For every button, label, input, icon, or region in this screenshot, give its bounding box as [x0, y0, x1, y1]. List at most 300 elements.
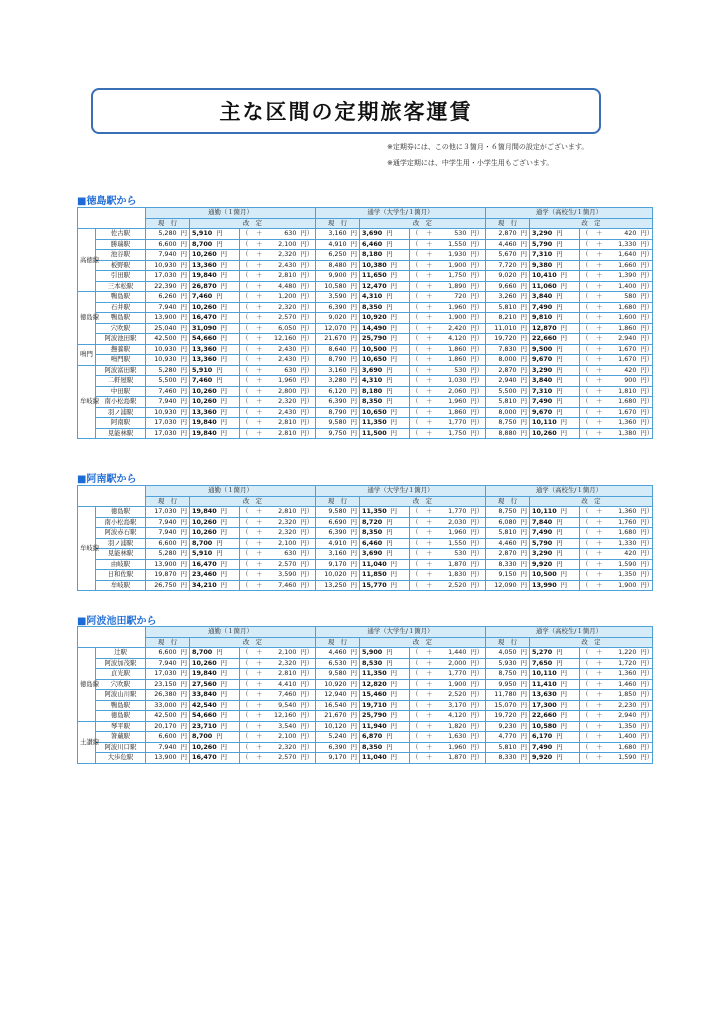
revised-fare-value: 13,630 — [532, 690, 557, 699]
current-fare — [486, 528, 530, 539]
yen-unit: 円 — [390, 721, 398, 730]
header-current: 現 行 — [146, 637, 190, 648]
fare-increase-value: 1,030 — [448, 376, 467, 385]
close-yen: 円） — [470, 260, 484, 269]
revised-fare-value: 11,350 — [362, 418, 387, 427]
header-highschool: 通学（高校生/１箇月） — [486, 208, 653, 219]
open-paren: （ — [412, 679, 419, 688]
yen-unit: 円 — [350, 313, 357, 322]
plus-sign: ＋ — [256, 302, 263, 311]
yen-unit: 円 — [556, 344, 563, 353]
current-fare-value: 9,170 — [328, 753, 347, 762]
revised-fare — [530, 648, 580, 659]
current-fare-value: 8,640 — [328, 344, 347, 353]
fare-table — [77, 485, 653, 591]
table-row — [78, 313, 653, 324]
yen-unit: 円 — [560, 507, 568, 516]
revised-fare-value: 6,460 — [362, 538, 383, 547]
fare-increase — [240, 397, 316, 408]
close-yen: 円） — [300, 711, 314, 720]
fare-increase — [240, 239, 316, 250]
fare-increase — [240, 250, 316, 261]
open-paren: （ — [582, 538, 589, 547]
table-row — [78, 334, 653, 345]
fare-increase — [580, 732, 653, 743]
fare-increase — [410, 407, 486, 418]
fare-table — [77, 207, 653, 439]
current-fare-value: 3,590 — [328, 292, 347, 301]
current-fare-value: 19,720 — [494, 711, 517, 720]
open-paren: （ — [582, 507, 589, 516]
yen-unit: 円 — [390, 355, 398, 364]
current-fare — [316, 570, 360, 581]
plus-sign: ＋ — [596, 538, 603, 547]
open-paren: （ — [412, 753, 419, 762]
plus-sign: ＋ — [426, 334, 433, 343]
fare-increase — [240, 517, 316, 528]
fare-increase — [580, 580, 653, 591]
fare-increase — [410, 281, 486, 292]
fare-increase — [240, 559, 316, 570]
fare-increase-value: 1,860 — [448, 355, 467, 364]
fare-increase — [580, 313, 653, 324]
yen-unit: 円 — [386, 397, 393, 406]
yen-unit: 円 — [556, 302, 563, 311]
yen-unit: 円 — [520, 407, 527, 416]
close-yen: 円） — [640, 418, 654, 427]
revised-fare-value: 10,650 — [362, 407, 387, 416]
header-revised: 改 定 — [190, 496, 316, 507]
fare-increase — [240, 721, 316, 732]
plus-sign: ＋ — [426, 517, 433, 526]
fare-increase — [410, 658, 486, 669]
current-fare — [146, 742, 190, 753]
current-fare-value: 4,910 — [328, 538, 347, 547]
current-fare-value: 19,870 — [154, 570, 177, 579]
header-blank — [78, 486, 146, 507]
open-paren: （ — [412, 344, 419, 353]
open-paren: （ — [412, 549, 419, 558]
current-fare-value: 19,720 — [494, 334, 517, 343]
yen-unit: 円 — [180, 549, 187, 558]
yen-unit: 円 — [520, 334, 527, 343]
revised-fare — [530, 229, 580, 240]
close-yen: 円） — [470, 418, 484, 427]
current-fare-value: 5,810 — [498, 302, 517, 311]
yen-unit: 円 — [350, 292, 357, 301]
fare-increase — [410, 700, 486, 711]
revised-fare-value: 5,910 — [192, 229, 213, 238]
open-paren: （ — [412, 721, 419, 730]
plus-sign: ＋ — [426, 250, 433, 259]
yen-unit: 円 — [180, 365, 187, 374]
open-paren: （ — [242, 239, 249, 248]
fare-increase-value: 2,940 — [618, 334, 637, 343]
current-fare-value: 13,900 — [154, 313, 177, 322]
plus-sign: ＋ — [256, 732, 263, 741]
current-fare — [486, 549, 530, 560]
table-row — [78, 386, 653, 397]
plus-sign: ＋ — [426, 700, 433, 709]
open-paren: （ — [582, 229, 589, 238]
open-paren: （ — [242, 271, 249, 280]
yen-unit: 円 — [386, 365, 393, 374]
fare-increase-value: 1,860 — [448, 344, 467, 353]
revised-fare-value: 16,470 — [192, 313, 217, 322]
close-yen: 円） — [300, 281, 314, 290]
yen-unit: 円 — [556, 397, 563, 406]
station-name: 阿波赤石駅 — [96, 528, 146, 539]
current-fare — [486, 721, 530, 732]
revised-fare — [530, 428, 580, 439]
plus-sign: ＋ — [426, 323, 433, 332]
current-fare — [316, 239, 360, 250]
current-fare-value: 15,070 — [494, 700, 517, 709]
yen-unit: 円 — [556, 753, 563, 762]
yen-unit: 円 — [180, 690, 187, 699]
yen-unit: 円 — [220, 580, 228, 589]
close-yen: 円） — [300, 721, 314, 730]
header-row — [78, 218, 653, 229]
yen-unit: 円 — [386, 292, 393, 301]
fare-increase-value: 530 — [454, 229, 467, 238]
open-paren: （ — [412, 250, 419, 259]
current-fare — [316, 344, 360, 355]
yen-unit: 円 — [560, 700, 568, 709]
revised-fare-value: 26,870 — [192, 281, 217, 290]
revised-fare — [360, 365, 410, 376]
line-name: 徳島線 — [78, 292, 96, 345]
current-fare-value: 17,030 — [154, 271, 177, 280]
close-yen: 円） — [300, 538, 314, 547]
fare-increase-value: 4,120 — [448, 334, 467, 343]
revised-fare — [190, 648, 240, 659]
yen-unit: 円 — [386, 732, 393, 741]
yen-unit: 円 — [216, 732, 223, 741]
fare-increase-value: 1,770 — [448, 507, 467, 516]
plus-sign: ＋ — [596, 669, 603, 678]
yen-unit: 円 — [386, 538, 393, 547]
open-paren: （ — [582, 658, 589, 667]
yen-unit: 円 — [520, 669, 527, 678]
close-yen: 円） — [640, 323, 654, 332]
yen-unit: 円 — [220, 517, 228, 526]
current-fare — [146, 334, 190, 345]
fare-increase-value: 1,680 — [618, 528, 637, 537]
open-paren: （ — [242, 418, 249, 427]
yen-unit: 円 — [180, 229, 187, 238]
fare-increase-value: 1,720 — [618, 658, 637, 667]
revised-fare-value: 11,410 — [532, 679, 557, 688]
fare-increase-value: 1,360 — [618, 507, 637, 516]
yen-unit: 円 — [560, 271, 568, 280]
fare-increase-value: 2,000 — [448, 658, 467, 667]
yen-unit: 円 — [220, 334, 228, 343]
fare-increase — [580, 292, 653, 303]
fare-increase — [580, 648, 653, 659]
yen-unit: 円 — [220, 690, 228, 699]
current-fare-value: 5,240 — [328, 732, 347, 741]
plus-sign: ＋ — [256, 334, 263, 343]
yen-unit: 円 — [520, 742, 527, 751]
fare-increase-value: 1,770 — [448, 418, 467, 427]
yen-unit: 円 — [520, 323, 527, 332]
revised-fare — [530, 658, 580, 669]
current-fare-value: 4,460 — [328, 648, 347, 657]
fare-increase-value: 1,350 — [618, 570, 637, 579]
fare-increase-value: 530 — [454, 549, 467, 558]
yen-unit: 円 — [180, 538, 187, 547]
open-paren: （ — [242, 323, 249, 332]
revised-fare — [190, 700, 240, 711]
yen-unit: 円 — [520, 690, 527, 699]
open-paren: （ — [582, 570, 589, 579]
close-yen: 円） — [470, 690, 484, 699]
close-yen: 円） — [300, 302, 314, 311]
close-yen: 円） — [640, 732, 654, 741]
header-current: 現 行 — [486, 218, 530, 229]
fare-increase — [240, 507, 316, 518]
fare-increase — [410, 517, 486, 528]
table-row — [78, 742, 653, 753]
close-yen: 円） — [300, 292, 314, 301]
fare-increase — [580, 418, 653, 429]
table-row — [78, 648, 653, 659]
revised-fare — [530, 407, 580, 418]
table-row — [78, 517, 653, 528]
open-paren: （ — [242, 538, 249, 547]
fare-increase — [410, 690, 486, 701]
yen-unit: 円 — [386, 517, 393, 526]
revised-fare-value: 16,470 — [192, 753, 217, 762]
revised-fare — [530, 679, 580, 690]
current-fare — [316, 559, 360, 570]
current-fare — [316, 538, 360, 549]
open-paren: （ — [582, 239, 589, 248]
yen-unit: 円 — [180, 386, 187, 395]
open-paren: （ — [412, 732, 419, 741]
current-fare — [486, 302, 530, 313]
open-paren: （ — [582, 271, 589, 280]
current-fare — [316, 397, 360, 408]
current-fare-value: 5,810 — [498, 742, 517, 751]
open-paren: （ — [582, 344, 589, 353]
open-paren: （ — [412, 528, 419, 537]
fare-increase-value: 630 — [284, 365, 297, 374]
fare-increase — [240, 658, 316, 669]
current-fare — [146, 229, 190, 240]
current-fare-value: 3,160 — [328, 229, 347, 238]
revised-fare-value: 9,810 — [532, 313, 553, 322]
header-university: 通学（大学生/１箇月） — [316, 208, 486, 219]
current-fare-value: 6,600 — [158, 538, 177, 547]
fare-increase — [240, 313, 316, 324]
fare-increase-value: 630 — [284, 229, 297, 238]
revised-fare-value: 12,470 — [362, 281, 387, 290]
current-fare-value: 2,870 — [498, 549, 517, 558]
station-name: 阿波山川駅 — [96, 690, 146, 701]
table-row — [78, 559, 653, 570]
current-fare-value: 6,600 — [158, 732, 177, 741]
plus-sign: ＋ — [426, 407, 433, 416]
close-yen: 円） — [300, 517, 314, 526]
fare-increase-value: 1,330 — [618, 239, 637, 248]
plus-sign: ＋ — [256, 365, 263, 374]
fare-increase-value: 2,100 — [278, 732, 297, 741]
fare-increase-value: 7,460 — [278, 690, 297, 699]
open-paren: （ — [412, 669, 419, 678]
station-name: 鴨島駅 — [96, 292, 146, 303]
revised-fare-value: 14,490 — [362, 323, 387, 332]
revised-fare — [360, 428, 410, 439]
revised-fare — [190, 507, 240, 518]
station-name: 箸蔵駅 — [96, 732, 146, 743]
open-paren: （ — [412, 355, 419, 364]
close-yen: 円） — [640, 281, 654, 290]
open-paren: （ — [242, 570, 249, 579]
revised-fare — [360, 690, 410, 701]
open-paren: （ — [412, 271, 419, 280]
fare-increase-value: 4,480 — [278, 281, 297, 290]
current-fare — [486, 732, 530, 743]
revised-fare-value: 13,360 — [192, 355, 217, 364]
close-yen: 円） — [640, 669, 654, 678]
close-yen: 円） — [470, 648, 484, 657]
table-row — [78, 690, 653, 701]
plus-sign: ＋ — [596, 302, 603, 311]
plus-sign: ＋ — [596, 658, 603, 667]
yen-unit: 円 — [350, 679, 357, 688]
fare-table — [77, 626, 653, 764]
revised-fare-value: 3,690 — [362, 549, 383, 558]
yen-unit: 円 — [390, 700, 398, 709]
yen-unit: 円 — [216, 376, 223, 385]
yen-unit: 円 — [350, 658, 357, 667]
yen-unit: 円 — [556, 549, 563, 558]
revised-fare — [530, 386, 580, 397]
plus-sign: ＋ — [596, 507, 603, 516]
revised-fare — [360, 648, 410, 659]
yen-unit: 円 — [390, 753, 398, 762]
open-paren: （ — [242, 428, 249, 437]
current-fare — [146, 376, 190, 387]
yen-unit: 円 — [520, 721, 527, 730]
yen-unit: 円 — [350, 528, 357, 537]
fare-increase-value: 1,590 — [618, 559, 637, 568]
yen-unit: 円 — [180, 260, 187, 269]
open-paren: （ — [412, 658, 419, 667]
current-fare — [486, 334, 530, 345]
fare-increase-value: 630 — [284, 549, 297, 558]
revised-fare-value: 8,720 — [362, 517, 383, 526]
revised-fare-value: 7,490 — [532, 397, 553, 406]
fare-increase-value: 1,380 — [618, 428, 637, 437]
revised-fare — [360, 334, 410, 345]
current-fare-value: 8,480 — [328, 260, 347, 269]
yen-unit: 円 — [560, 334, 568, 343]
yen-unit: 円 — [220, 323, 228, 332]
current-fare-value: 4,770 — [498, 732, 517, 741]
current-fare-value: 2,870 — [498, 229, 517, 238]
revised-fare-value: 6,170 — [532, 732, 553, 741]
close-yen: 円） — [470, 376, 484, 385]
current-fare-value: 17,030 — [154, 418, 177, 427]
current-fare-value: 7,720 — [498, 260, 517, 269]
current-fare — [316, 418, 360, 429]
revised-fare — [190, 376, 240, 387]
revised-fare — [190, 711, 240, 722]
header-university: 通学（大学生/１箇月） — [316, 627, 486, 638]
open-paren: （ — [412, 323, 419, 332]
current-fare-value: 6,250 — [328, 250, 347, 259]
revised-fare-value: 19,840 — [192, 418, 217, 427]
current-fare-value: 8,750 — [498, 507, 517, 516]
revised-fare — [360, 260, 410, 271]
fare-increase — [410, 418, 486, 429]
current-fare-value: 17,030 — [154, 669, 177, 678]
close-yen: 円） — [470, 334, 484, 343]
current-fare — [486, 580, 530, 591]
header-commute: 通勤（１箇月） — [146, 208, 316, 219]
current-fare-value: 8,330 — [498, 559, 517, 568]
yen-unit: 円 — [350, 711, 357, 720]
yen-unit: 円 — [560, 711, 568, 720]
revised-fare — [530, 517, 580, 528]
table-row — [78, 323, 653, 334]
current-fare — [486, 250, 530, 261]
current-fare — [146, 386, 190, 397]
fare-increase — [580, 507, 653, 518]
revised-fare-value: 8,700 — [192, 538, 213, 547]
yen-unit: 円 — [350, 742, 357, 751]
revised-fare-value: 10,920 — [362, 313, 387, 322]
close-yen: 円） — [640, 302, 654, 311]
plus-sign: ＋ — [256, 658, 263, 667]
fare-increase — [410, 679, 486, 690]
current-fare — [316, 260, 360, 271]
line-name: 土讃線 — [78, 721, 96, 763]
yen-unit: 円 — [386, 549, 393, 558]
open-paren: （ — [582, 281, 589, 290]
fare-increase — [240, 753, 316, 764]
revised-fare-value: 8,350 — [362, 302, 383, 311]
revised-fare-value: 8,700 — [192, 239, 213, 248]
revised-fare — [190, 580, 240, 591]
header-highschool: 通学（高校生/１箇月） — [486, 627, 653, 638]
open-paren: （ — [242, 407, 249, 416]
current-fare — [486, 292, 530, 303]
open-paren: （ — [582, 365, 589, 374]
fare-increase-value: 1,960 — [448, 302, 467, 311]
current-fare — [146, 302, 190, 313]
fare-increase-value: 2,430 — [278, 407, 297, 416]
fare-increase-value: 2,520 — [448, 690, 467, 699]
fare-increase — [410, 239, 486, 250]
yen-unit: 円 — [220, 559, 228, 568]
fare-increase-value: 1,860 — [618, 323, 637, 332]
yen-unit: 円 — [216, 229, 223, 238]
plus-sign: ＋ — [256, 344, 263, 353]
current-fare-value: 12,090 — [494, 580, 517, 589]
plus-sign: ＋ — [596, 517, 603, 526]
yen-unit: 円 — [350, 229, 357, 238]
yen-unit: 円 — [556, 559, 563, 568]
fare-increase-value: 420 — [624, 549, 637, 558]
close-yen: 円） — [640, 580, 654, 589]
revised-fare-value: 34,210 — [192, 580, 217, 589]
revised-fare — [530, 528, 580, 539]
plus-sign: ＋ — [596, 679, 603, 688]
